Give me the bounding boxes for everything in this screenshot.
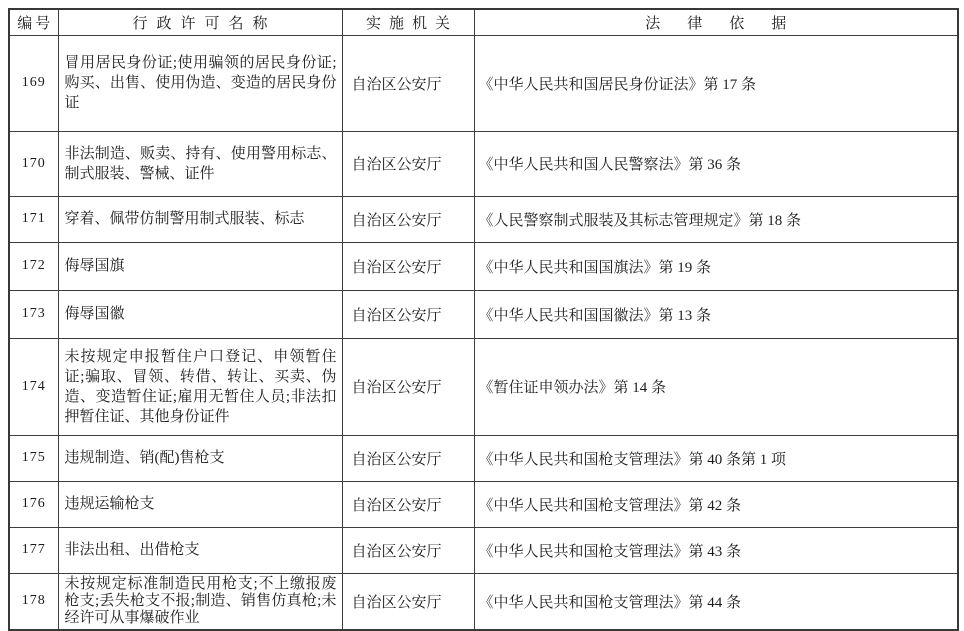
cell-agency: 自治区公安厅	[342, 242, 474, 290]
cell-permit-name: 违规运输枪支	[58, 481, 342, 527]
cell-permit-name: 穿着、佩带仿制警用制式服装、标志	[58, 196, 342, 242]
cell-number: 177	[9, 527, 58, 573]
cell-permit-name: 未按规定申报暂住户口登记、申领暂住证;骗取、冒领、转借、转让、买卖、伪造、变造暂住证;雇用无暂住人员;非法扣押暂住证、其他身份证件	[58, 338, 342, 435]
cell-agency: 自治区公安厅	[342, 481, 474, 527]
cell-agency: 自治区公安厅	[342, 196, 474, 242]
table-row	[9, 573, 958, 630]
cell-number: 174	[9, 338, 58, 435]
cell-number: 170	[9, 131, 58, 196]
cell-legal-basis: 《中华人民共和国枪支管理法》第 42 条	[474, 481, 958, 527]
cell-number: 171	[9, 196, 58, 242]
cell-legal-basis: 《暂住证申领办法》第 14 条	[474, 338, 958, 435]
cell-permit-name: 侮辱国旗	[58, 242, 342, 290]
cell-permit-name: 侮辱国徽	[58, 290, 342, 338]
cell-agency: 自治区公安厅	[342, 131, 474, 196]
table-body	[9, 35, 958, 630]
cell-number: 173	[9, 290, 58, 338]
cell-permit-name: 违规制造、销(配)售枪支	[58, 435, 342, 481]
table-row	[9, 435, 958, 481]
cell-agency: 自治区公安厅	[342, 290, 474, 338]
table-row	[9, 131, 958, 196]
header-row	[9, 9, 958, 35]
cell-permit-name: 非法出租、出借枪支	[58, 527, 342, 573]
cell-number: 176	[9, 481, 58, 527]
cell-agency: 自治区公安厅	[342, 338, 474, 435]
cell-agency: 自治区公安厅	[342, 527, 474, 573]
column-header-permit-name: 行政许可名称	[58, 9, 342, 35]
table-row	[9, 481, 958, 527]
cell-legal-basis: 《中华人民共和国枪支管理法》第 40 条第 1 项	[474, 435, 958, 481]
cell-legal-basis: 《中华人民共和国国徽法》第 13 条	[474, 290, 958, 338]
cell-legal-basis: 《中华人民共和国人民警察法》第 36 条	[474, 131, 958, 196]
cell-agency: 自治区公安厅	[342, 35, 474, 131]
table-row	[9, 196, 958, 242]
cell-agency: 自治区公安厅	[342, 435, 474, 481]
column-header-legal-basis: 法律依据	[474, 9, 958, 35]
cell-number: 172	[9, 242, 58, 290]
table-header	[9, 9, 958, 35]
cell-legal-basis: 《中华人民共和国枪支管理法》第 43 条	[474, 527, 958, 573]
column-header-number: 编号	[9, 9, 58, 35]
table-row	[9, 338, 958, 435]
cell-number: 178	[9, 573, 58, 630]
table-row	[9, 242, 958, 290]
cell-legal-basis: 《中华人民共和国枪支管理法》第 44 条	[474, 573, 958, 630]
cell-legal-basis: 《中华人民共和国居民身份证法》第 17 条	[474, 35, 958, 131]
table-row	[9, 35, 958, 131]
cell-permit-name: 非法制造、贩卖、持有、使用警用标志、制式服装、警械、证件	[58, 131, 342, 196]
table-row	[9, 527, 958, 573]
cell-number: 169	[9, 35, 58, 131]
column-header-agency: 实施机关	[342, 9, 474, 35]
cell-permit-name: 未按规定标准制造民用枪支;不上缴报废枪支;丢失枪支不报;制造、销售仿真枪;未经许可从事爆破作业	[58, 573, 342, 630]
cell-legal-basis: 《中华人民共和国国旗法》第 19 条	[474, 242, 958, 290]
cell-legal-basis: 《人民警察制式服装及其标志管理规定》第 18 条	[474, 196, 958, 242]
permits-table	[8, 8, 959, 631]
table-row	[9, 290, 958, 338]
cell-permit-name: 冒用居民身份证;使用骗领的居民身份证;购买、出售、使用伪造、变造的居民身份证	[58, 35, 342, 131]
cell-agency: 自治区公安厅	[342, 573, 474, 630]
cell-number: 175	[9, 435, 58, 481]
